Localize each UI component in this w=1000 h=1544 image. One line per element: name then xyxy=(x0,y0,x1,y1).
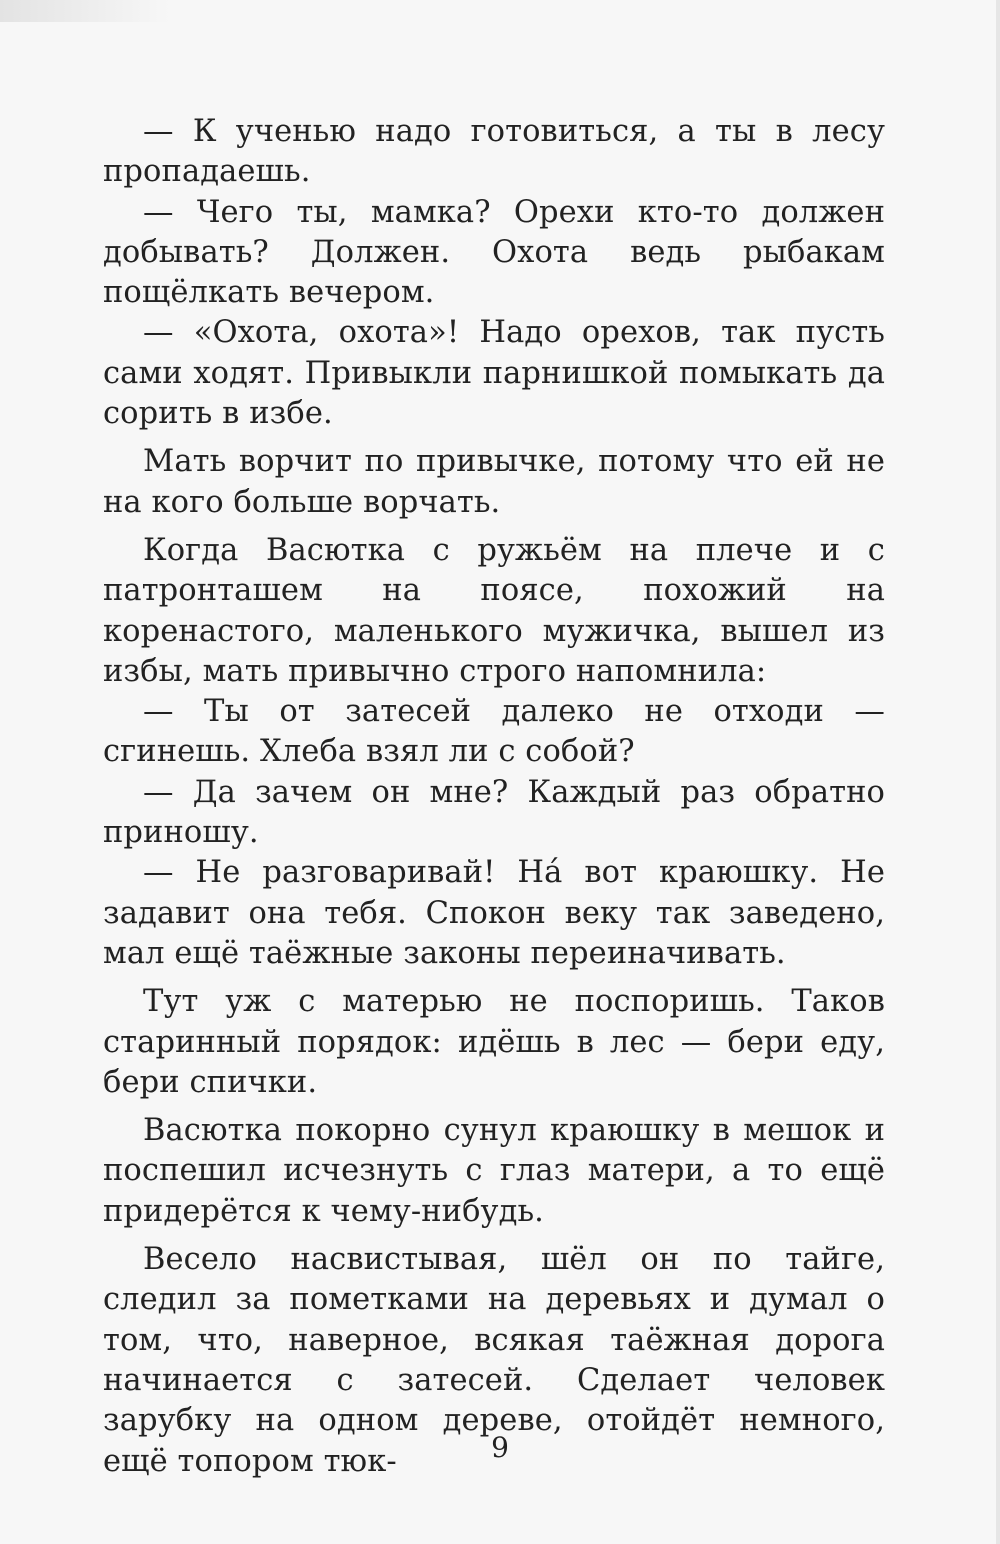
paragraph-2: — Чего ты, мамка? Орехи кто-то должен добывать? Должен. Охота ведь рыбакам пощёлкать вечером. xyxy=(103,194,885,311)
paragraph-7: — Да зачем он мне? Каждый раз обратно приношу. xyxy=(103,774,885,851)
paragraph-9: Тут уж с матерью не поспоришь. Таков старинный порядок: идёшь в лес — бери еду, бери спички. xyxy=(103,984,885,1100)
paragraph-3: — «Охота, охота»! Надо орехов, так пусть сами ходят. Привыкли парнишкой помыкать да сорить в избе. xyxy=(103,315,885,432)
page-edge xyxy=(996,0,1000,1544)
paragraph-8: — Не разговаривай! На́ вот краюшку. Не задавит она тебя. Спокон веку так заведено, мал ещё таёжные законы переиначивать. xyxy=(103,855,885,971)
page-corner-shadow xyxy=(0,0,170,22)
paragraph-6: — Ты от затесей далеко не отходи — сгинешь. Хлеба взял ли с собой? xyxy=(103,694,885,770)
page-text xyxy=(103,112,885,1482)
paragraph-4: Мать ворчит по привычке, потому что ей не на кого больше ворчать. xyxy=(103,444,885,520)
paragraph-10: Васютка покорно сунул краюшку в мешок и поспешил исчезнуть с глаз матери, а то ещё придерётся к чему-нибудь. xyxy=(103,1113,885,1229)
paragraph-11: Весело насвистывая, шёл он по тайге, следил за пометками на деревьях и думал о том, что, наверное, всякая таёжная дорога начинается с затесей. Сделает человек зарубку на одном дереве, отойдёт немного, ещё топором тюк- xyxy=(103,1242,885,1479)
paragraph-5: Когда Васютка с ружьём на плече и с патронташем на поясе, похожий на коренастого, маленького мужичка, вышел из избы, мать привычно строго напомнила: xyxy=(103,532,885,689)
page-number: 9 xyxy=(491,1431,509,1464)
paragraph-1: — К ученью надо готовиться, а ты в лесу пропадаешь. xyxy=(103,114,885,190)
